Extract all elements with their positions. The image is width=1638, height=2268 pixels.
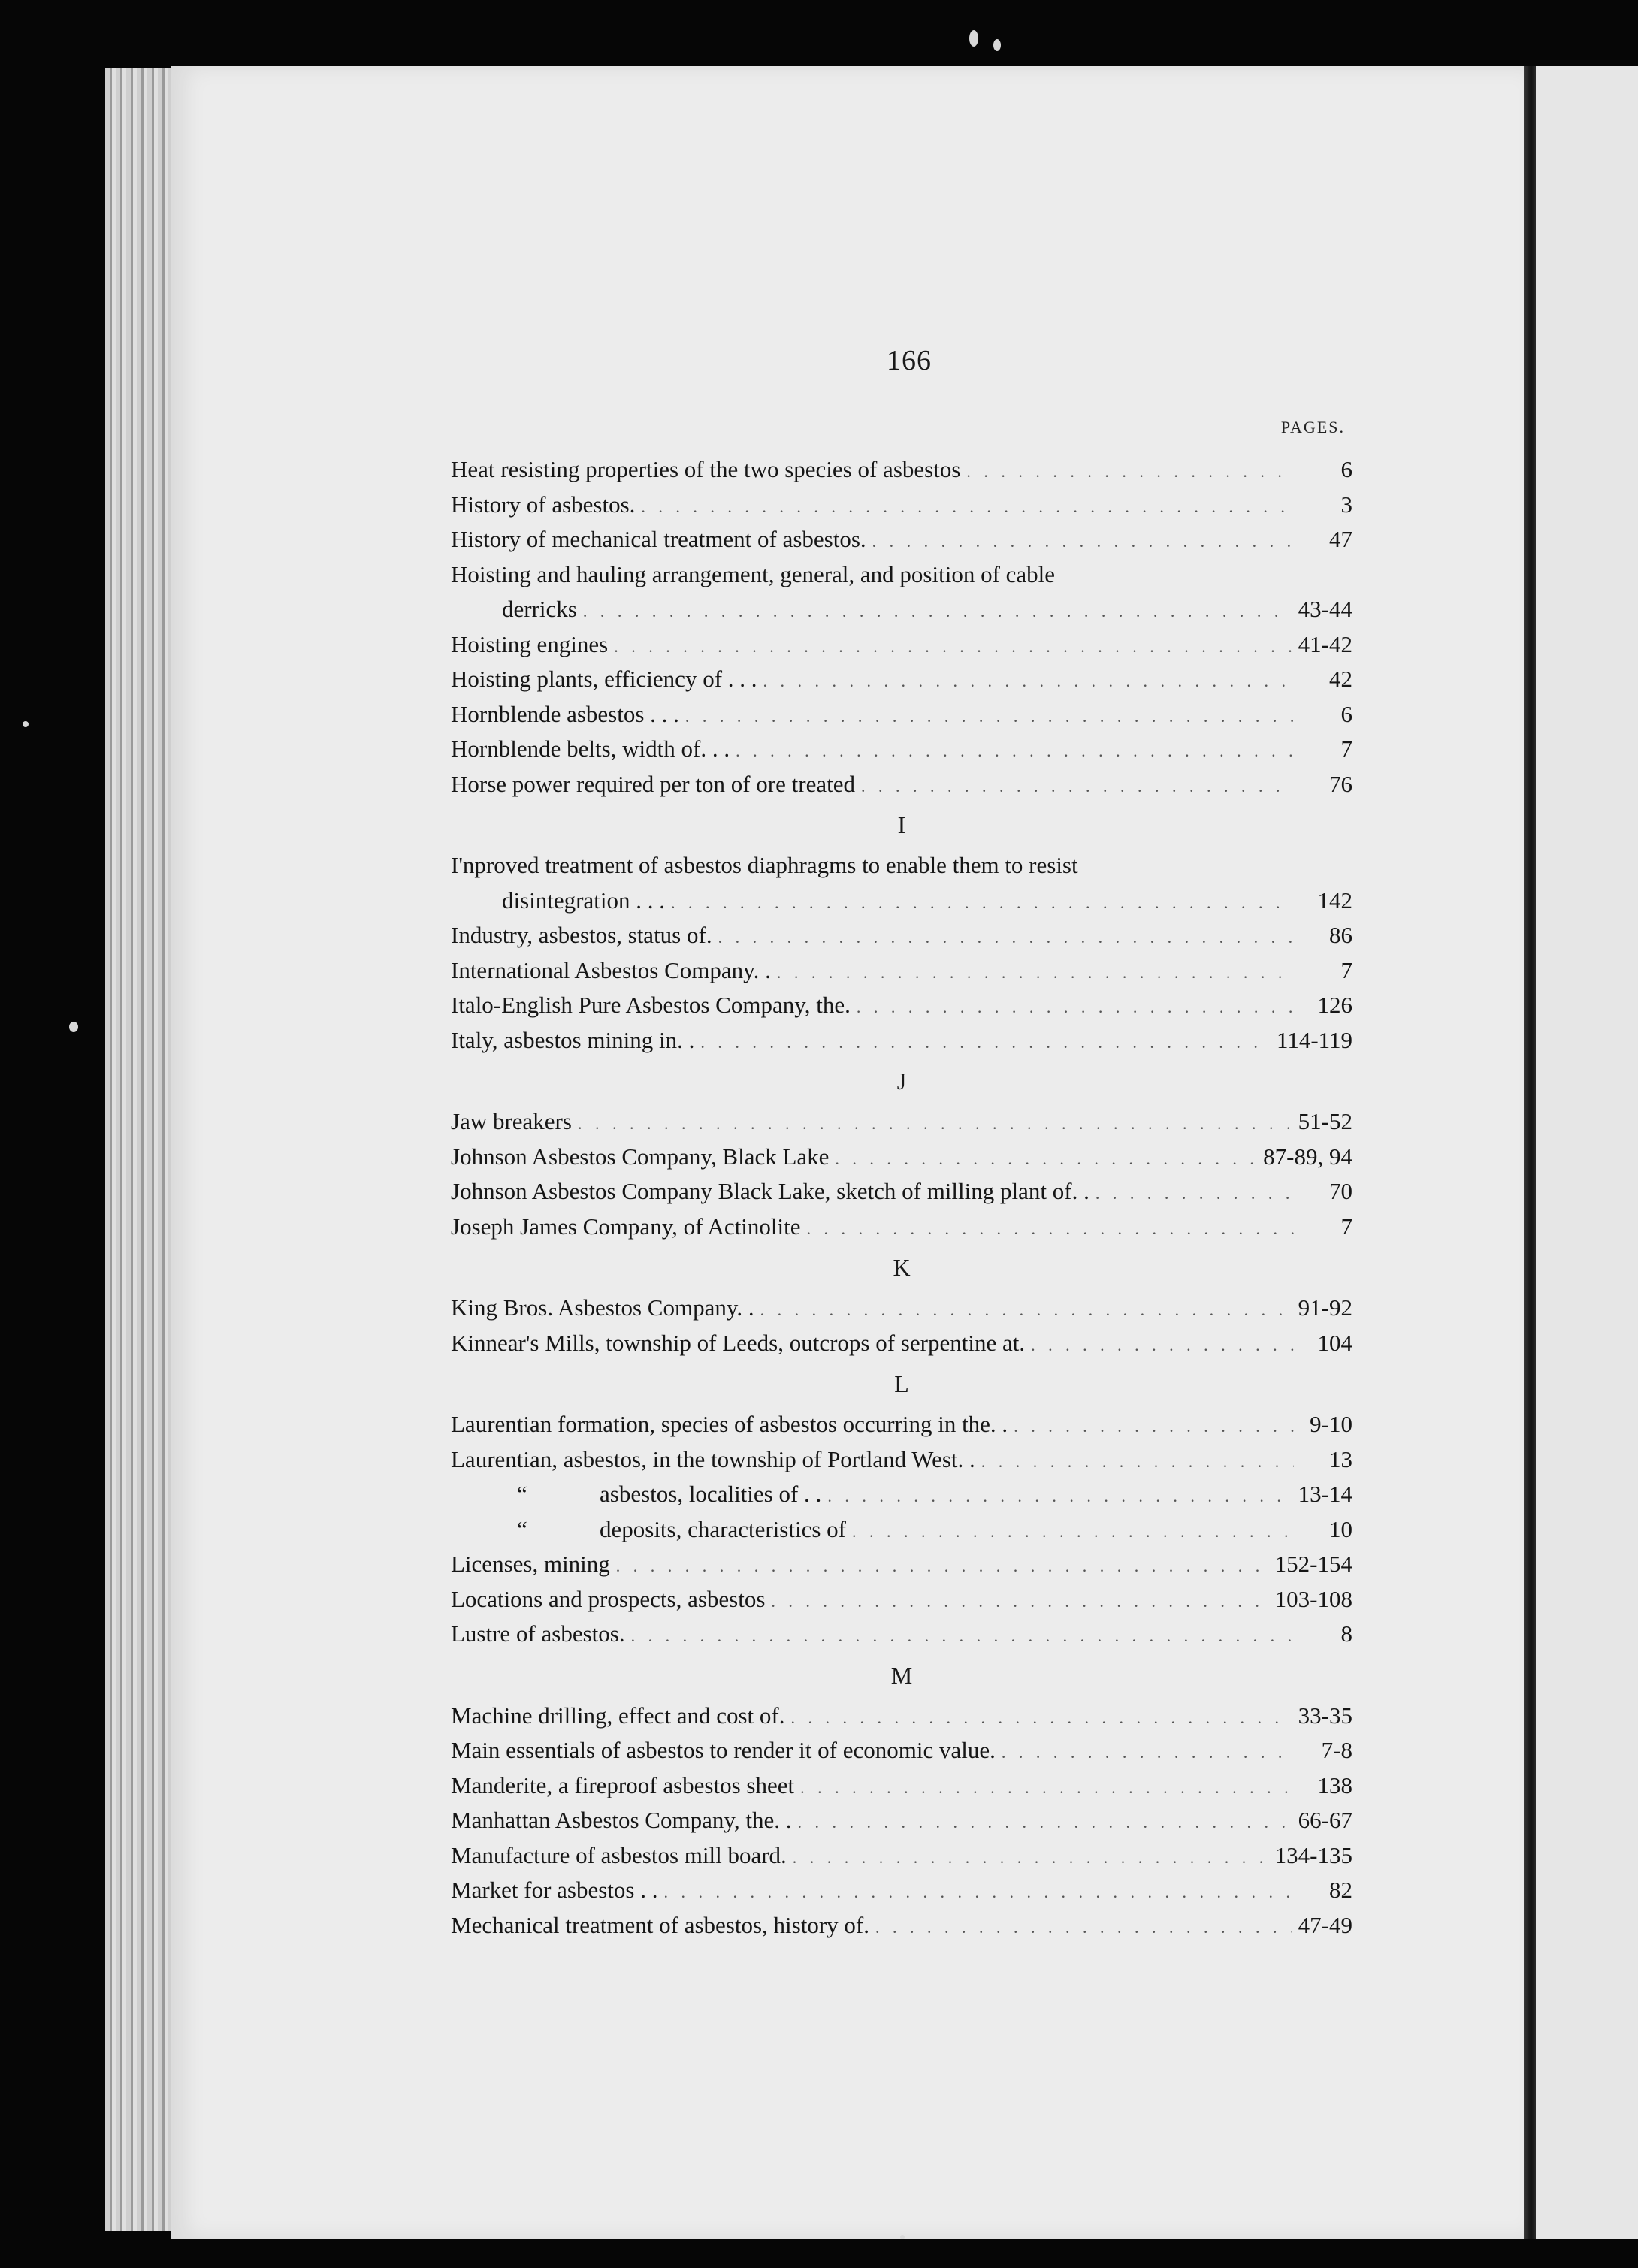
index-entry: [451, 1477, 1352, 1512]
dot-leader: [578, 1107, 1292, 1142]
entry-page-ref: 114-119: [1276, 1026, 1352, 1053]
ditto-mark: “: [517, 1481, 527, 1507]
entry-page-ref: 142: [1317, 886, 1352, 914]
entry-text: History of mechanical treatment of asbestos.: [451, 526, 866, 552]
entry-page-ref: 13: [1329, 1445, 1352, 1472]
dot-leader: [671, 886, 1294, 921]
index-entry: [451, 1140, 1352, 1175]
dot-leader: [852, 1515, 1294, 1550]
index-entry: [451, 697, 1352, 732]
entry-text: Manufacture of asbestos mill board.: [451, 1841, 787, 1868]
book-page-edges: [105, 68, 180, 2231]
entry-text: Laurentian, asbestos, in the township of Portland West. .: [451, 1445, 975, 1472]
dust-speck: [900, 2235, 905, 2239]
entry-text: Italo-English Pure Asbestos Company, the.: [451, 992, 851, 1018]
index-entry: [451, 1326, 1352, 1361]
dot-leader: [736, 734, 1294, 769]
pages-column-header: PAGES.: [1280, 418, 1345, 436]
dot-leader: [718, 920, 1294, 956]
entry-text: King Bros. Asbestos Company. .: [451, 1294, 754, 1321]
index-entry: [451, 1174, 1352, 1209]
entry-text: Manhattan Asbestos Company, the. .: [451, 1807, 792, 1833]
section-letter: I: [897, 811, 906, 838]
dot-leader: [685, 699, 1294, 735]
entry-text: Heat resisting properties of the two species of asbestos: [451, 456, 961, 482]
entry-text: Industry, asbestos, status of.: [451, 922, 712, 948]
section-letter: K: [893, 1254, 911, 1281]
entry-page-ref: 152-154: [1274, 1551, 1352, 1577]
ditto-mark: “: [517, 1515, 527, 1542]
dot-leader: [777, 956, 1294, 991]
dot-leader: [872, 524, 1294, 560]
dust-speck: [23, 721, 29, 727]
index-entry: [451, 953, 1352, 989]
entry-text: Manderite, a fireproof asbestos sheet: [451, 1771, 795, 1798]
entry-text: Hornblende belts, width of. . .: [451, 735, 730, 762]
entry-page-ref: 138: [1317, 1771, 1352, 1798]
index-entry: [451, 848, 1352, 883]
index-entry: [451, 918, 1352, 953]
entry-text: Main essentials of asbestos to render it of economic value.: [451, 1737, 996, 1763]
entry-page-ref: 10: [1329, 1515, 1352, 1542]
page-number: 166: [887, 345, 932, 376]
entry-page-ref: 42: [1329, 666, 1352, 692]
dot-leader: [835, 1142, 1257, 1177]
entry-page-ref: 7: [1340, 1213, 1352, 1240]
entry-page-ref: 82: [1329, 1877, 1352, 1903]
entry-page-ref: 43-44: [1298, 596, 1352, 622]
entry-text: Hoisting engines: [451, 630, 609, 657]
index-entry: [451, 1617, 1352, 1652]
index-entry: [451, 592, 1352, 627]
entry-text: Hoisting and hauling arrangement, general, and position of cable: [451, 560, 1056, 587]
section-letter: L: [894, 1370, 909, 1397]
index-entry: [451, 522, 1352, 557]
entry-page-ref: 13-14: [1298, 1481, 1352, 1507]
dot-leader: [583, 594, 1292, 630]
index-entries: [451, 452, 1352, 1943]
entry-text: disintegration . . .: [502, 886, 665, 914]
dot-leader: [807, 1212, 1294, 1247]
entry-page-ref: 103-108: [1274, 1585, 1352, 1612]
index-entry: [451, 1838, 1352, 1874]
entry-page-ref: 9-10: [1310, 1411, 1352, 1437]
book-gutter: [1524, 66, 1536, 2239]
entry-page-ref: 91-92: [1298, 1294, 1352, 1321]
dust-speck: [69, 1022, 78, 1032]
section-letter: M: [890, 1661, 913, 1689]
entry-text: Licenses, mining: [451, 1551, 610, 1577]
entry-page-ref: 7: [1340, 735, 1352, 762]
dot-leader: [700, 1025, 1271, 1061]
index-entry: [451, 767, 1352, 802]
index-entry: [451, 1291, 1352, 1326]
index-entry: [451, 1209, 1352, 1245]
index-entry: [451, 1104, 1352, 1140]
dot-leader: [631, 1619, 1294, 1654]
entry-page-ref: 51-52: [1298, 1108, 1352, 1134]
index-entry: [451, 883, 1352, 919]
entry-page-ref: 47-49: [1298, 1911, 1352, 1938]
entry-text: Hornblende asbestos . . .: [451, 700, 679, 727]
dot-leader: [616, 1549, 1269, 1584]
dot-leader: [1014, 1409, 1294, 1445]
dot-leader: [793, 1841, 1269, 1876]
entry-page-ref: 41-42: [1298, 630, 1352, 657]
entry-page-ref: 6: [1340, 456, 1352, 482]
dot-leader: [760, 1293, 1292, 1328]
entry-text: Machine drilling, effect and cost of.: [451, 1702, 785, 1729]
index-entry: [451, 1768, 1352, 1804]
entry-page-ref: 6: [1340, 700, 1352, 727]
dot-leader: [1096, 1176, 1294, 1212]
dot-leader: [857, 990, 1294, 1025]
entry-page-ref: 86: [1329, 922, 1352, 948]
entry-text: Hoisting plants, efficiency of . . .: [451, 666, 757, 692]
entry-text: Italy, asbestos mining in. .: [451, 1026, 695, 1053]
dot-leader: [827, 1479, 1292, 1515]
entry-text: Lustre of asbestos.: [451, 1620, 625, 1647]
section-letter: J: [896, 1068, 907, 1095]
index-entry: [451, 1908, 1352, 1943]
entry-text: I'nproved treatment of asbestos diaphragms to enable them to resist: [451, 852, 1078, 878]
dot-leader: [875, 1910, 1292, 1946]
index-entry: [451, 732, 1352, 767]
entry-text: Johnson Asbestos Company, Black Lake: [451, 1143, 830, 1170]
entry-page-ref: 70: [1329, 1178, 1352, 1204]
dot-leader: [800, 1771, 1294, 1806]
index-entry: [451, 1407, 1352, 1442]
entry-text: History of asbestos.: [451, 491, 636, 518]
entry-page-ref: 76: [1329, 770, 1352, 797]
dot-leader: [641, 490, 1294, 525]
entry-page-ref: 7: [1340, 956, 1352, 983]
entry-text: Johnson Asbestos Company Black Lake, sketch of milling plant of. .: [451, 1178, 1089, 1204]
entry-page-ref: 104: [1317, 1329, 1352, 1356]
entry-page-ref: 47: [1329, 526, 1352, 552]
entry-page-ref: 33-35: [1298, 1702, 1352, 1729]
dot-leader: [1002, 1735, 1294, 1771]
index-entry: [451, 488, 1352, 523]
index-entry: [451, 1023, 1352, 1059]
entry-page-ref: 8: [1340, 1620, 1352, 1647]
index-entry: [451, 627, 1352, 663]
index-entry: [451, 1547, 1352, 1582]
entry-page-ref: 134-135: [1274, 1841, 1352, 1868]
index-entry: [451, 1442, 1352, 1478]
entry-text: Horse power required per ton of ore treated: [451, 770, 855, 797]
entry-text: Joseph James Company, of Actinolite: [451, 1213, 801, 1240]
index-entry: [451, 1873, 1352, 1908]
entry-text: Kinnear's Mills, township of Leeds, outcrops of serpentine at.: [451, 1329, 1026, 1356]
entry-text: International Asbestos Company. .: [451, 956, 771, 983]
index-entry: [451, 988, 1352, 1023]
index-entry: [451, 1582, 1352, 1617]
facing-page-edge: [1536, 66, 1638, 2239]
entry-page-ref: 66-67: [1298, 1807, 1352, 1833]
entry-page-ref: 3: [1340, 491, 1352, 518]
dot-leader: [763, 664, 1294, 699]
entry-page-ref: 126: [1317, 992, 1352, 1018]
entry-text: asbestos, localities of . .: [600, 1481, 822, 1507]
index-entry: [451, 662, 1352, 697]
dust-speck: [993, 39, 1001, 51]
entry-page-ref: 87-89, 94: [1263, 1143, 1352, 1170]
entry-text: derricks: [502, 596, 577, 622]
entry-text: Laurentian formation, species of asbestos occurring in the. .: [451, 1411, 1008, 1437]
dot-leader: [1031, 1328, 1294, 1364]
index-entry: [451, 557, 1352, 593]
dot-leader: [981, 1445, 1294, 1480]
index-entry: [451, 452, 1352, 488]
dot-leader: [790, 1701, 1292, 1736]
dot-leader: [966, 455, 1294, 490]
entry-text: Mechanical treatment of asbestos, history of.: [451, 1911, 869, 1938]
index-entry: [451, 1512, 1352, 1548]
entry-text: deposits, characteristics of: [600, 1515, 846, 1542]
index-entry: [451, 1733, 1352, 1768]
dot-leader: [664, 1875, 1295, 1910]
index-entry: [451, 1699, 1352, 1734]
entry-text: Locations and prospects, asbestos: [451, 1585, 766, 1612]
entry-text: Jaw breakers: [451, 1108, 572, 1134]
dot-leader: [771, 1584, 1268, 1620]
dot-leader: [614, 630, 1292, 665]
entry-page-ref: 7-8: [1321, 1737, 1352, 1763]
dot-leader: [797, 1805, 1292, 1841]
index-entry: [451, 1803, 1352, 1838]
dot-leader: [861, 769, 1294, 805]
entry-text: Market for asbestos . .: [451, 1877, 658, 1903]
dust-speck: [969, 30, 978, 47]
